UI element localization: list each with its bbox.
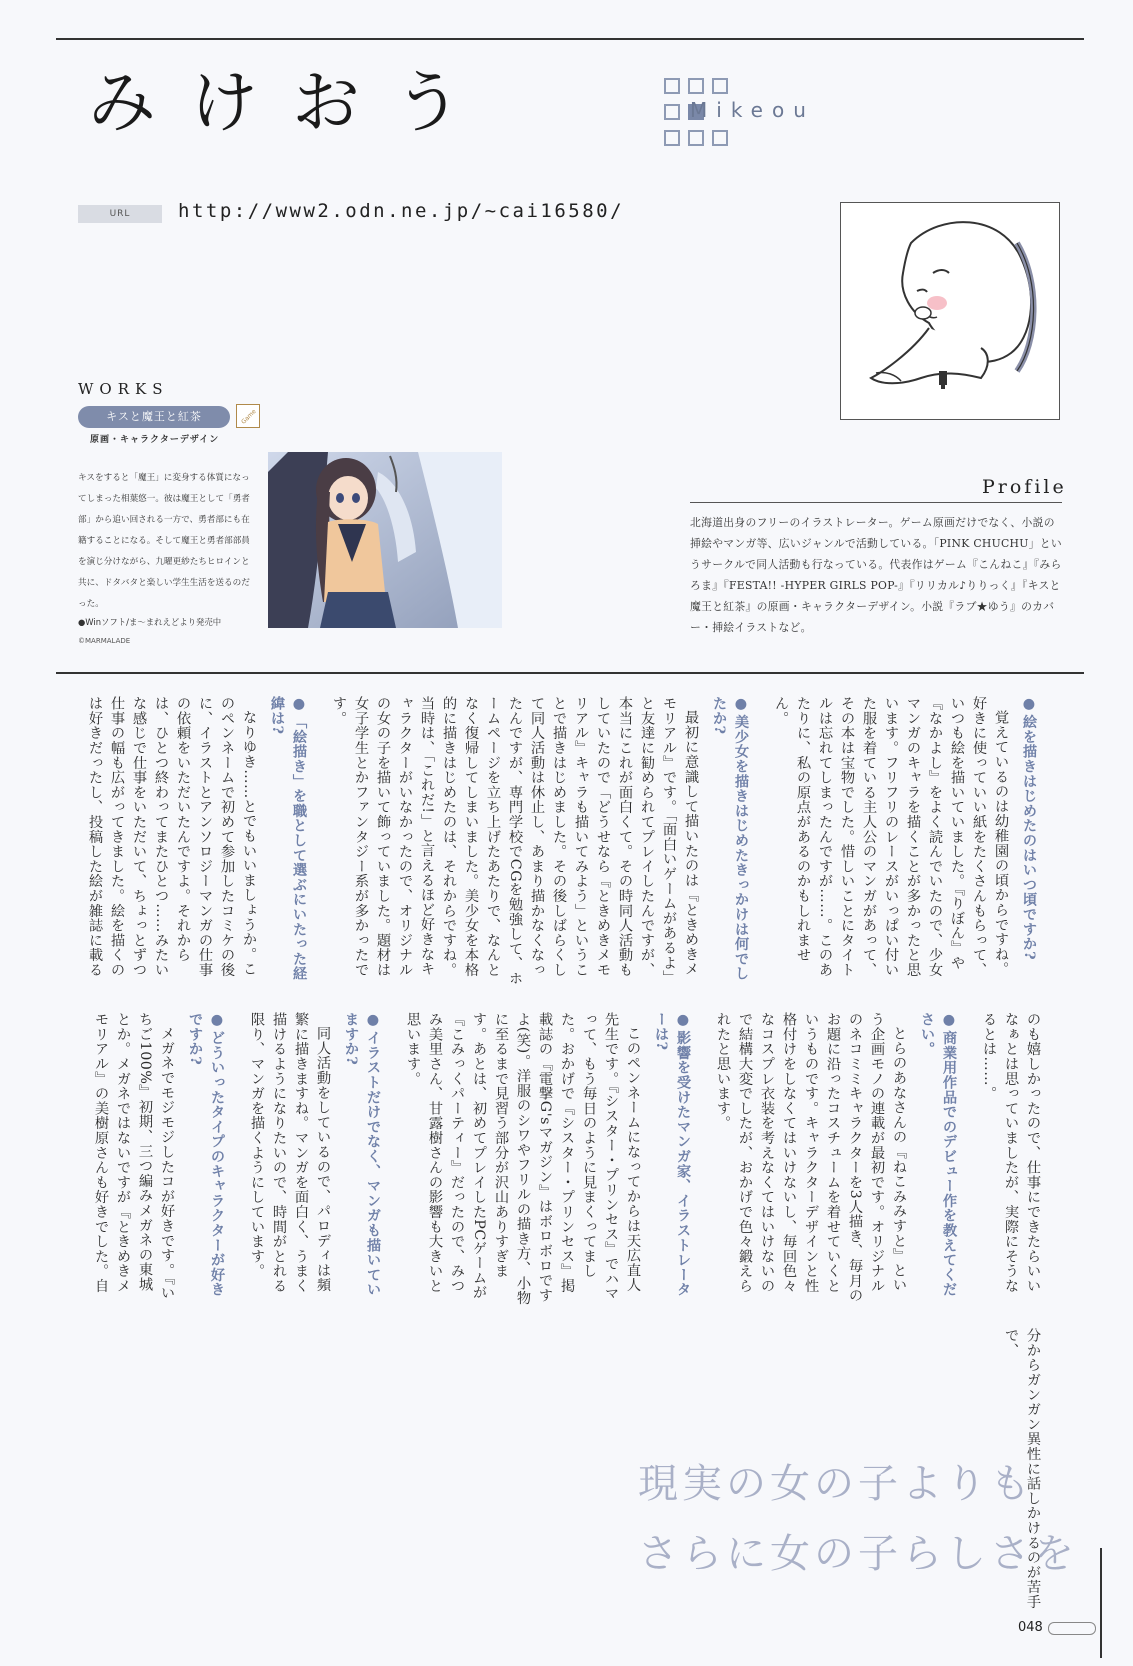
answer-1: 覚えているのは幼稚園の頃からですね。好きに使っていい紙をたくさんもらって、いつも絵を描いていました。『りぼん』や『なかよし』をよく読んでいたので、少女マンガのキャラを描くことが多かったと思います。フリフリのレースがいっぱい付いた服を着ている主人公のマンガがあって、その本は宝物でした。惜しいことにタイトルは忘れてしまったんですが……。このあたりに、私の原点があるのかもしれません。 xyxy=(773,696,1009,978)
question-2: ● 美少女を描きはじめたきっかけは何でしたか? xyxy=(708,696,752,990)
answer-5: このペンネームになってからは天広直人先生です。『シスター・プリンセス』でハマって、もう毎日のように見まくってました。おかげで『シスター・プリンセス』掲載誌の『電撃G'sマガジン』はボロボロですよ(笑)。洋服のシワやフリルの描き方、小物に至るまで見習う部分が沢山ありすぎます。あとは、初めてプレイしたPCゲームが『こみっくパーティー』だったので、みつみ美里さん、甘露樹さんの影響も大きいと思います。 xyxy=(405,1012,641,1306)
answer-7: メガネでモジモジしたコが好きです。『いちご100%』初期、三つ編みメガネの東城とか。メガネではないですが『ときめきメモリアル』の美樹原さんも好きでした。自分からガンガン異性に話しかけるのが苦手で、 xyxy=(93,1012,1041,1610)
game-badge-icon xyxy=(236,404,260,428)
answer-4: とらのあなさんの『ねこみみすと』という企画モノの連載が最初です。オリジナルのネコミミキャラクターを3人描き、毎月のお題に沿ったコスチュームを着せていくというものです。キャラクターデザインと性格付けをしなくてはいけないし、毎回色々なコスプレ衣装を考えなくてはいけないので結構大変でしたが、おかげで色々鍛えられたと思います。 xyxy=(715,1012,907,1303)
answer-2: 最初に意識して描いたのは『ときめきメモリアル』です。「面白いゲームがあるよ」と友達に勧められてプレイしたんですが、本当にこれが面白くて。その時同人活動もしていたので「どうせなら『ときめきメモリアル』キャラも描いてみよう」ということで描きはじめました。その後しばらくして同人活動は休止し、あまり描かなくなったんですが、専門学校でCGを勉強して、ホームページを立ち上げたあたりで、なんとなく復帰してしまいました。美少女を本格的に描きはじめたのは、それからですね。当時は、「これだ!」と言えるほど好きなキャラクターがいなかったので、オリジナルの女の子を描いて飾っていました。題材は女子学生とかファンタジー系が多かったです。 xyxy=(331,696,699,986)
question-4: ● 商業用作品でのデビュー作を教えてください。 xyxy=(916,1012,960,1306)
works-role: 原画・キャラクターデザイン xyxy=(90,435,220,445)
question-6: ● イラストだけでなく、マンガも描いていますか? xyxy=(340,1012,384,1306)
catchphrase-line-1: 現実の女の子よりも xyxy=(638,1461,1034,1507)
url-label: URL xyxy=(78,205,162,223)
url-link[interactable]: http://www2.odn.ne.jp/~cai16580/ xyxy=(178,200,625,222)
answer-3: なりゆき……とでもいいましょうか。このペンネームで初めて参加したコミケの後に、イラストとアンソロジーマンガの仕事の依頼をいただいたんですよ。それからは、ひとつ終わってまたひとつ……みたいな感じで仕事をいただいて、ちょっとずつ仕事の幅も広がってきました。絵を描くのは好きだったし、投稿した絵が雑誌に載るのも嬉しかったので、仕事にできたらいいなぁとは思っていましたが、実際にそうなるとは……。 xyxy=(87,696,1041,1294)
question-7: ● どういったタイプのキャラクターが好きですか? xyxy=(184,1012,228,1306)
works-copyright: ©MARMALADE xyxy=(78,637,131,645)
artist-name-en: Mikeou xyxy=(690,98,815,122)
question-3: ● 「絵描き」を職として選ぶにいたった経緯は? xyxy=(266,696,310,990)
profile-heading: Profile xyxy=(982,476,1067,498)
section-rule xyxy=(56,672,1084,674)
profile-text: 北海道出身のフリーのイラストレーター。ゲーム原画だけでなく、小説の挿絵やマンガ等、広いジャンルで活動している。「PINK CHUCHU」というサークルで同人活動も行なっている。代表作はゲーム『こんねこ』『みらろま』『FESTA!! -HYPER GIRLS POP-』『リリカル♪りりっく』『キスと魔王と紅茶』の原画・キャラクターデザイン。小説『ラブ★ゆう』のカバー・挿絵イラストなど。 xyxy=(690,516,1062,634)
works-description: キスをすると「魔王」に変身する体質になってしまった相葉悠一。彼は魔王として「勇者部」から追い回される一方で、勇者部にも在籍することになる。そして魔王と勇者部部員を演じ分けながら、九曜更紗たちヒロインと共に、ドタバタと楽しい学生生活を送るのだった。 xyxy=(78,473,250,609)
page-number-pill xyxy=(1048,1622,1096,1635)
mascot-illustration xyxy=(841,203,1058,418)
works-heading: WORKS xyxy=(78,380,169,398)
artist-name-logo xyxy=(662,76,822,156)
question-1: ● 絵を描きはじめたのはいつ頃ですか? xyxy=(1018,696,1040,990)
works-title-pill: キスと魔王と紅茶 xyxy=(78,406,230,428)
svg-text:Game: Game xyxy=(240,408,258,426)
works-release: ●Winソフト/ま〜まれえどより発売中 xyxy=(78,617,222,627)
page-number: 048 xyxy=(1018,1620,1043,1635)
answer-6: 同人活動をしているので、パロディは頻繁に描きますね。マンガを面白く、うまく描けるようになりたいので、時間がとれる限り、マンガを描くようにしています。 xyxy=(249,1012,331,1294)
top-rule xyxy=(56,38,1084,40)
profile-divider xyxy=(690,502,1062,503)
works-artwork xyxy=(268,452,502,628)
artist-name-jp: みけおう xyxy=(88,64,497,143)
question-5: ● 影響を受けたマンガ家、イラストレーターは? xyxy=(650,1012,694,1306)
mascot-illustration-frame xyxy=(840,202,1060,420)
catchphrase-line-2: さらに女の子らしさを xyxy=(638,1531,1078,1577)
page-edge-line xyxy=(1100,1548,1102,1658)
